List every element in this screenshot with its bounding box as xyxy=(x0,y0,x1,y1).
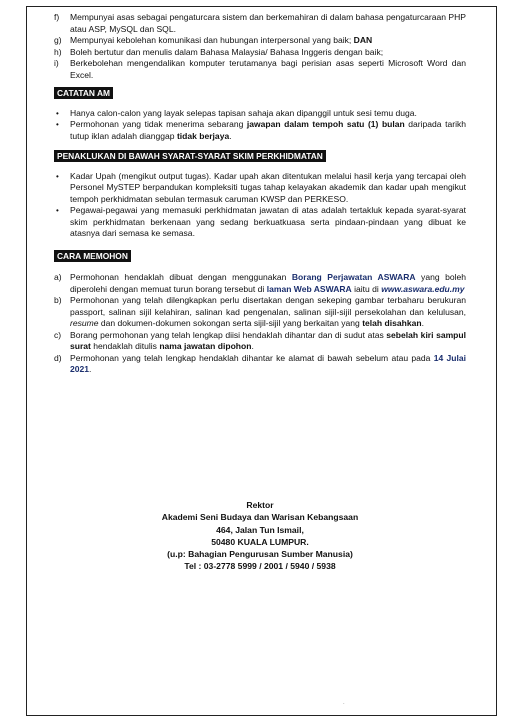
section-heading-cara-memohon: CARA MEMOHON xyxy=(54,250,131,262)
bullet-icon: • xyxy=(56,171,59,181)
website-label: laman Web ASWARA xyxy=(266,283,352,294)
bullet-item xyxy=(54,205,466,240)
emphasis-text: DAN xyxy=(353,35,373,45)
list-item-c xyxy=(54,330,466,353)
address-line: Akademi Seni Budaya dan Warisan Kebangsaan xyxy=(161,512,359,523)
address-line: Rektor xyxy=(246,500,274,510)
list-text: Boleh bertutur dan menulis dalam Bahasa Malaysia/ Bahasa Inggeris dengan baik; xyxy=(70,46,384,57)
bullet-item xyxy=(54,171,466,206)
list-marker: c) xyxy=(54,329,62,340)
address-line: Tel : 03-2778 5999 / 2001 / 5940 / 5938 xyxy=(184,561,336,572)
document-body xyxy=(54,12,466,376)
list-item-f xyxy=(54,12,466,35)
bullet-icon: • xyxy=(56,206,59,215)
section-heading-catatan-am: CATATAN AM xyxy=(54,87,113,99)
list-marker: g) xyxy=(54,35,62,45)
address-line: (u.p: Bahagian Pengurusan Sumber Manusia) xyxy=(167,549,353,560)
list-text: Permohonan yang telah dilengkapkan perlu disertakan dengan sekeping gambar terbaharu berukuran passport, salinan sijil kelahiran, salinan kad pengenalan, salinan sijil-sijil persekolahan dan kelulusan, resume dan dokumen-dokumen sokongan serta sijil-sijil yang berkaitan yang telah disahkan. xyxy=(70,295,466,328)
list-marker: f) xyxy=(54,12,60,22)
bullet-icon: • xyxy=(56,120,59,129)
form-name: Borang Perjawatan ASWARA xyxy=(291,272,416,282)
website-link[interactable]: www.aswara.edu.my xyxy=(381,283,465,294)
list-text: Permohonan hendaklah dibuat dengan menggunakan Borang Perjawatan ASWARA yang boleh diperolehi dengan memuat turun borang tersebut di laman Web ASWARA iaitu di www.aswara.edu.my xyxy=(70,272,466,294)
bullet-text: Pegawai-pegawai yang memasuki perkhidmatan jawatan di atas adalah tertakluk kepada syarat-syarat skim perkhidmatan berkenaan yang sedang berkuatkuasa serta pindaan-pindaan yang dibuat ke atasnya dari semasa ke semasa. xyxy=(70,205,466,238)
closing-date: 14 Julai 2021 xyxy=(70,352,467,374)
address-line: 464, Jalan Tun Ismail, xyxy=(216,524,304,535)
bullet-icon: • xyxy=(56,108,59,118)
section-heading-penaklukan: PENAKLUKAN DI BAWAH SYARAT-SYARAT SKIM PERKHIDMATAN xyxy=(54,150,326,162)
list-item-h xyxy=(54,47,466,59)
list-text: Borang permohonan yang telah lengkap diisi hendaklah dihantar dan di sudut atas sebelah kiri sampul surat hendaklah ditulis nama jawatan dipohon. xyxy=(70,329,466,351)
list-marker: a) xyxy=(54,272,62,282)
list-item-a xyxy=(54,272,466,295)
list-item-d xyxy=(54,353,466,376)
list-text: Mempunyai kebolehan komunikasi dan hubungan interpersonal yang baik; DAN xyxy=(70,35,373,45)
list-text: Permohonan yang telah lengkap hendaklah dihantar ke alamat di bawah sebelum atau pada 14 Julai 2021. xyxy=(70,352,467,374)
list-text: Mempunyai asas sebagai pengaturcara sistem dan berkemahiran di dalam bahasa pengaturcaraan PHP atau ASP, MySQL dan SQL. xyxy=(70,12,466,34)
list-marker: h) xyxy=(54,46,62,57)
bullet-item xyxy=(54,119,466,142)
list-text: Berkebolehan mengendalikan komputer terutamanya bagi perisian asas seperti Microsoft Word dan Excel. xyxy=(70,58,466,80)
bullet-text: Permohonan yang tidak menerima sebarang jawapan dalam tempoh satu (1) bulan daripada tarikh tutup iklan adalah dianggap tidak berjaya. xyxy=(70,119,466,141)
list-item-i xyxy=(54,58,466,81)
list-marker: b) xyxy=(54,295,62,305)
bullet-text: Hanya calon-calon yang layak selepas tapisan sahaja akan dipanggil untuk sesi temu duga. xyxy=(70,107,417,118)
address-line: 50480 KUALA LUMPUR. xyxy=(211,536,309,547)
list-marker: d) xyxy=(54,352,62,363)
bullet-text: Kadar Upah (mengikut output tugas). Kadar upah akan ditentukan melalui hasil kerja yang tercapai oleh Personel MySTEP berpandukan kompleksiti tugas tahap kelayakan akademik dan kadar upah mengikut tempoh perkhidmatan sebulan termasuk caruman KWSP dan PERKESO. xyxy=(70,170,466,204)
footer-mark: . xyxy=(343,700,345,706)
list-marker: i) xyxy=(54,58,59,68)
list-item-g xyxy=(54,35,466,47)
bullet-item xyxy=(54,108,466,120)
list-item-b xyxy=(54,295,466,330)
address-block xyxy=(54,499,466,573)
